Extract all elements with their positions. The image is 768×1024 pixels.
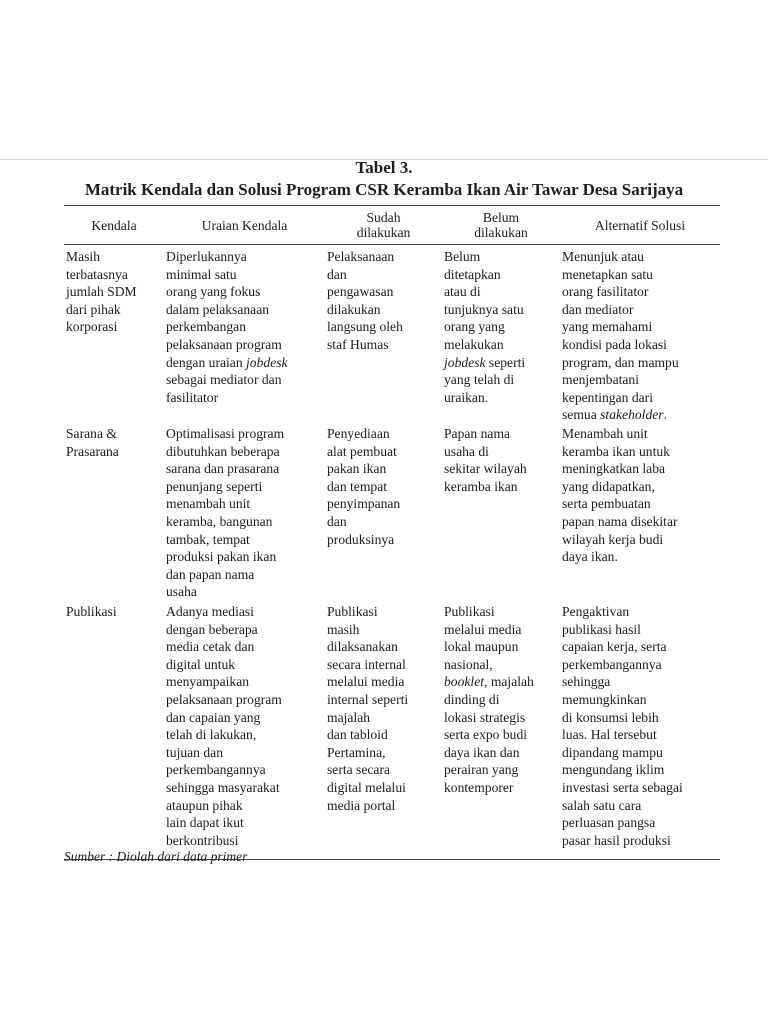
table-header-row [64, 206, 720, 245]
table-row [64, 425, 720, 603]
cell-uraian: Diperlukannya minimal satu orang yang fokus dalam pelaksanaan perkembangan pelaksanaan program dengan uraian jobdesk sebagai mediator dan fasilitator [166, 249, 288, 405]
cell-uraian: Adanya mediasi dengan beberapa media cetak dan digital untuk menyampaikan pelaksanaan program dan capaian yang telah di lakukan, tujuan dan perkembangannya sehingga masyarakat ataupun pihak lain dapat ikut berkontribusi [164, 603, 325, 860]
table-number: Tabel 3. [355, 158, 413, 177]
cell-belum: Papan nama usaha di sekitar wilayah keramba ikan [444, 426, 527, 494]
header-sudah-dilakukan: Sudah dilakukan [325, 206, 442, 245]
cell-solusi: Pengaktivan publikasi hasil capaian kerja, serta perkembangannya sehingga memungkinkan di konsumsi lebih luas. Hal tersebut dipandang mampu mengundang iklim investasi serta sebagai salah satu cara perluasan pangsa pasar hasil produksi [560, 603, 720, 860]
header-uraian-kendala: Uraian Kendala [164, 206, 325, 245]
cell-sudah: Publikasi masih dilaksanakan secara internal melalui media internal seperti majalah dan tabloid Pertamina, serta secara digital melalui media portal [325, 603, 442, 860]
constraint-solution-table [64, 205, 720, 860]
table-row [64, 603, 720, 860]
table-row [64, 245, 720, 426]
table-source: Sumber : Diolah dari data primer [64, 849, 248, 864]
cell-kendala: Sarana & Prasarana [66, 426, 119, 459]
cell-kendala: Masih terbatasnya jumlah SDM dari pihak korporasi [66, 249, 137, 335]
cell-uraian: Optimalisasi program dibutuhkan beberapa sarana dan prasarana penunjang seperti menambah unit keramba, bangunan tambak, tempat produksi pakan ikan dan papan nama usaha [166, 426, 285, 600]
cell-belum: Publikasi melalui media lokal maupun nasional, booklet, majalah dinding di lokasi strategis serta expo budi daya ikan dan perairan yang kontemporer [442, 603, 560, 860]
cell-belum: Belum ditetapkan atau di tunjuknya satu orang yang melakukan jobdesk seperti yang telah di uraikan. [444, 249, 526, 405]
cell-kendala: Publikasi [64, 603, 164, 860]
table-title: Matrik Kendala dan Solusi Program CSR Keramba Ikan Air Tawar Desa Sarijaya [84, 180, 684, 199]
cell-solusi: Menambah unit keramba ikan untuk meningkatkan laba yang didapatkan, serta pembuatan papan nama disekitar wilayah kerja budi daya ikan. [562, 426, 678, 565]
cell-sudah: Pelaksanaan dan pengawasan dilakukan langsung oleh staf Humas [327, 249, 403, 352]
cell-sudah: Penyediaan alat pembuat pakan ikan dan tempat penyimpanan dan produksinya [327, 426, 401, 547]
header-belum-dilakukan: Belum dilakukan [442, 206, 560, 245]
cell-solusi: Menunjuk atau menetapkan satu orang fasilitator dan mediator yang memahami kondisi pada lokasi program, dan mampu menjembatani kepentingan dari semua stakeholder. [562, 249, 679, 423]
header-kendala: Kendala [64, 206, 164, 245]
header-alternatif-solusi: Alternatif Solusi [560, 206, 720, 245]
